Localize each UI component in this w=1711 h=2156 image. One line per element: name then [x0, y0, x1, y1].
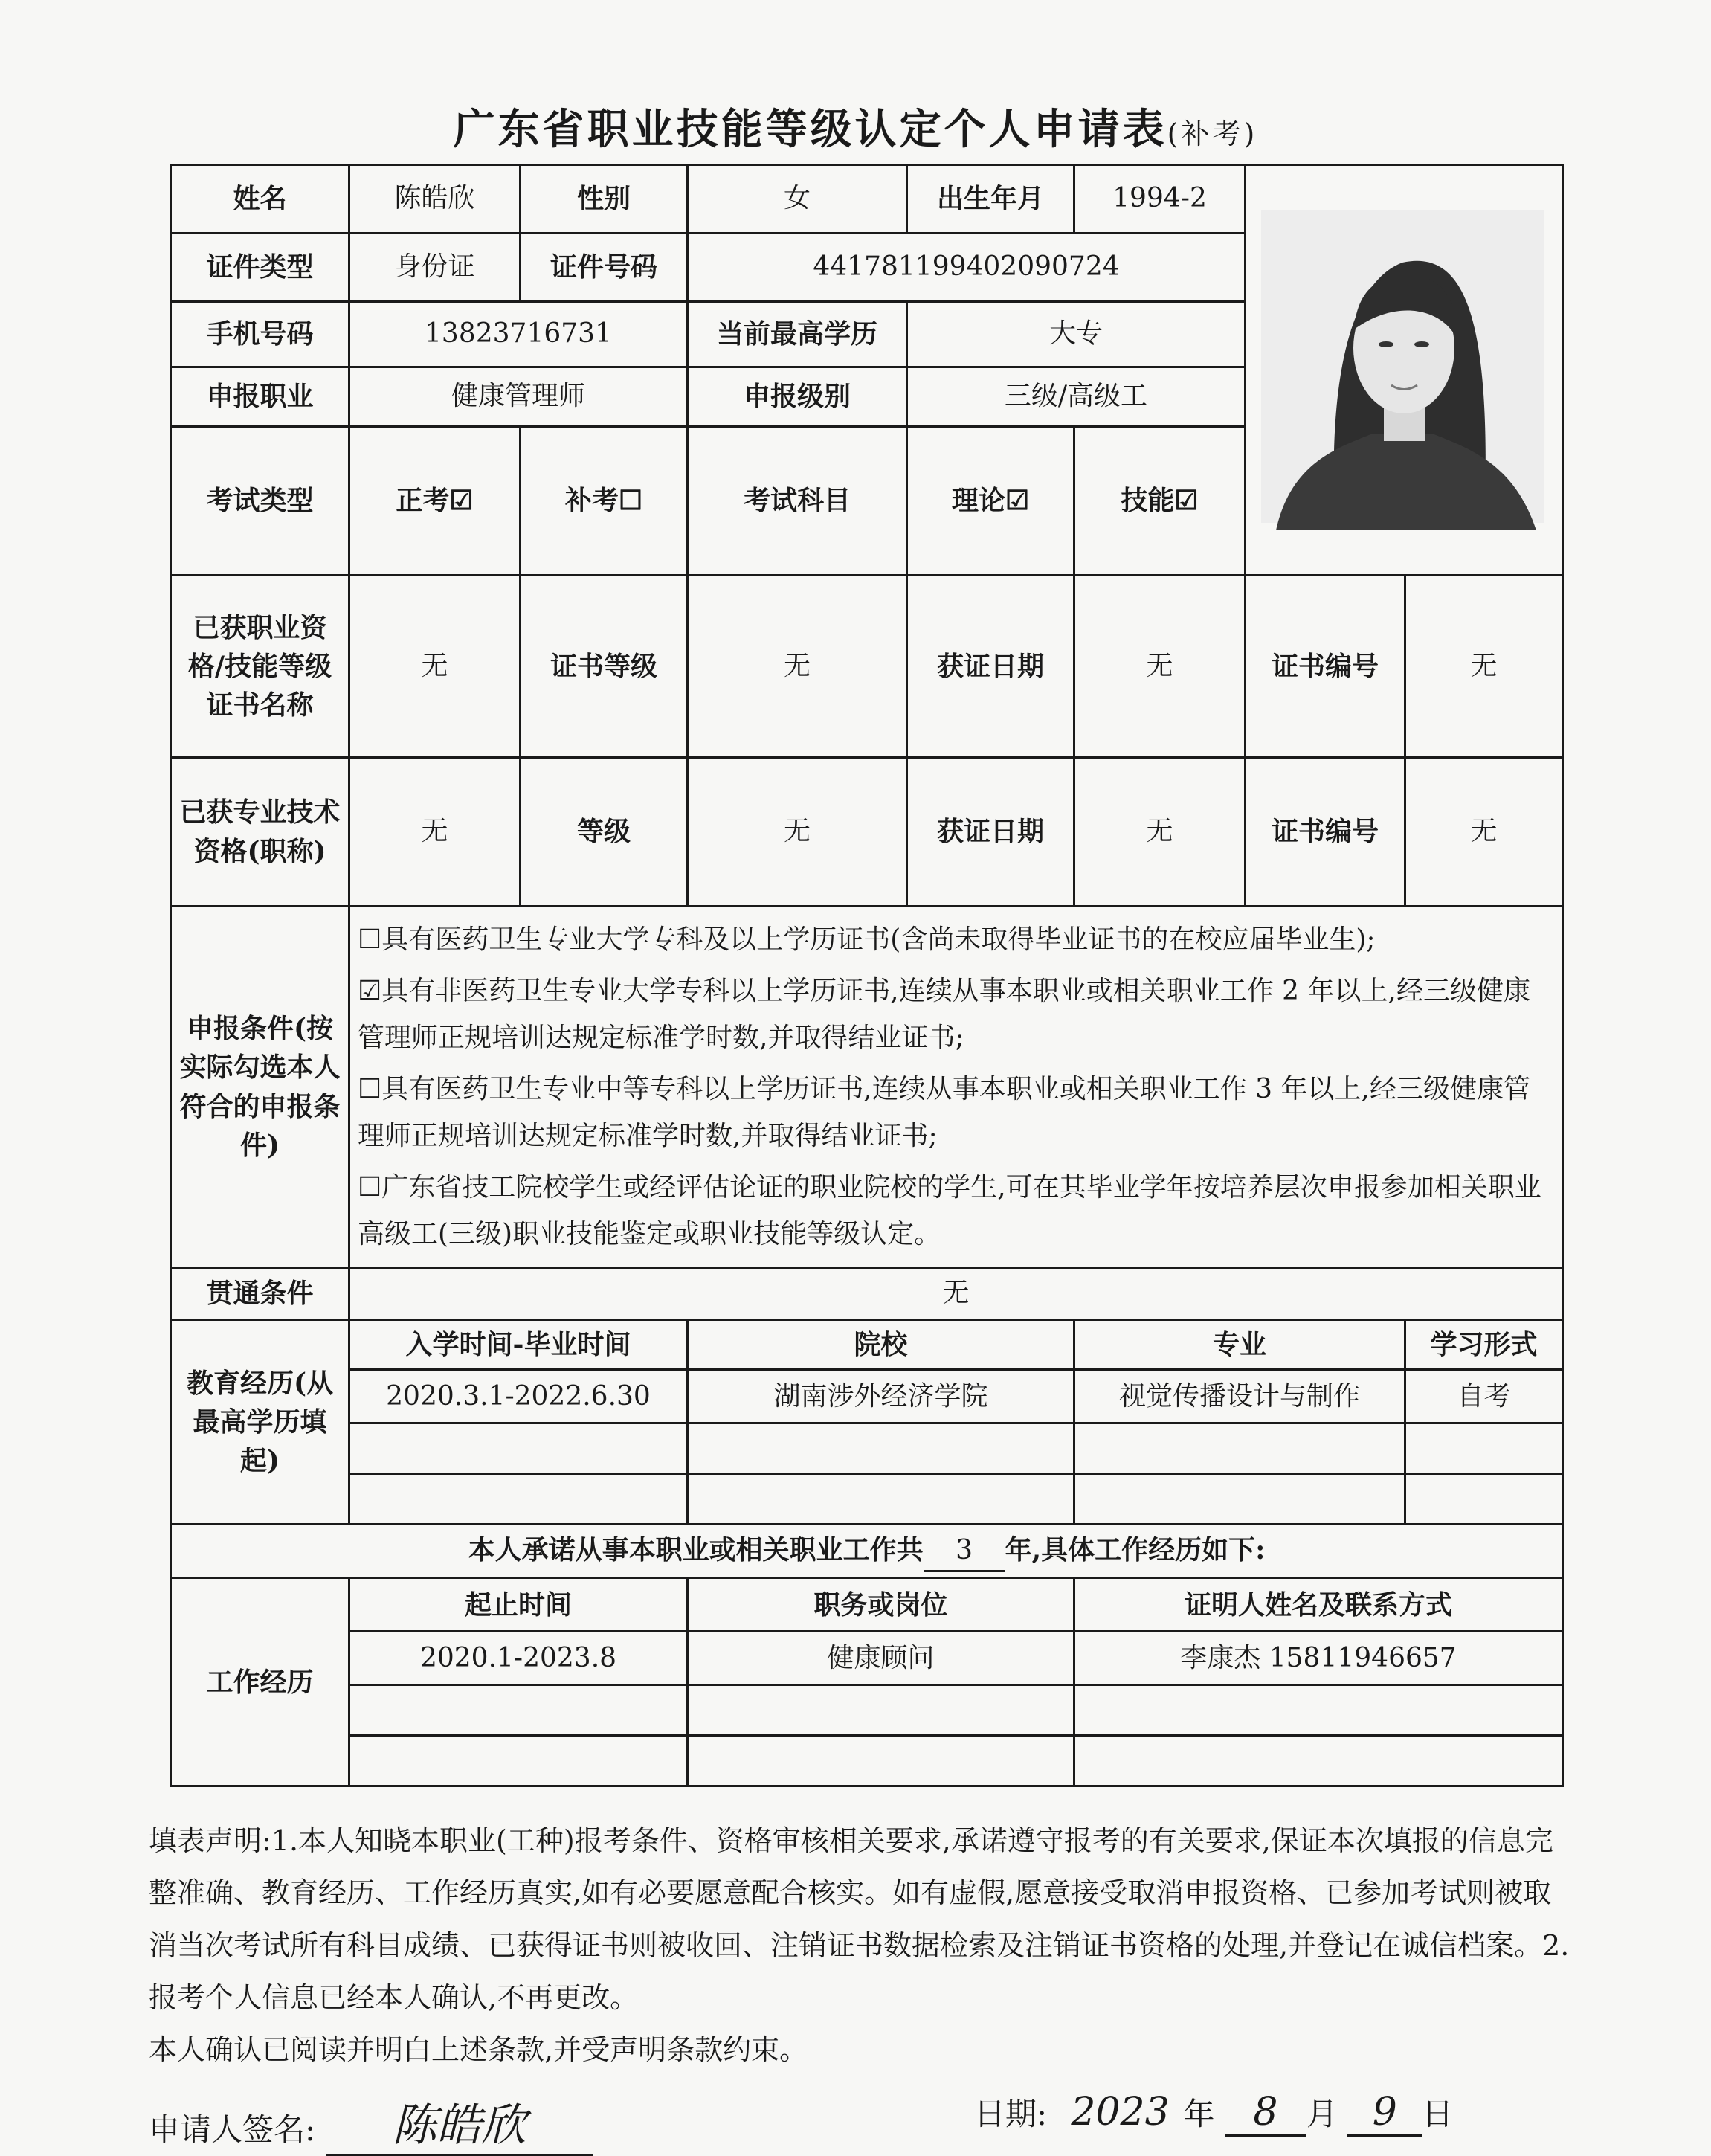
- edu-header: 院校: [688, 1320, 1074, 1370]
- date-year: 2023: [1071, 2090, 1170, 2134]
- date-year-unit: 年: [1183, 2096, 1215, 2132]
- signature-row: [149, 2090, 593, 2156]
- exam-makeup-checkbox[interactable]: 补考☐: [521, 427, 688, 576]
- value-gender: 女: [688, 165, 907, 234]
- value-education: 大专: [907, 302, 1246, 367]
- date-day: 9: [1347, 2090, 1422, 2137]
- work-row-empty: [171, 1685, 1563, 1736]
- value-id-type: 身份证: [349, 234, 521, 302]
- label-name: 姓名: [171, 165, 349, 234]
- value-tech-level: 无: [688, 758, 907, 907]
- exam-regular-checkbox[interactable]: 正考☑: [349, 427, 521, 576]
- value-occupation: 健康管理师: [349, 367, 688, 427]
- edu-cell: 自考: [1405, 1370, 1563, 1423]
- title-text: 广东省职业技能等级认定个人申请表: [453, 105, 1167, 154]
- label-through: 贯通条件: [171, 1268, 349, 1320]
- label-work-history: 工作经历: [171, 1578, 349, 1786]
- label-birth: 出生年月: [907, 165, 1074, 234]
- applicant-photo: [1246, 181, 1564, 560]
- edu-row-empty: [171, 1423, 1563, 1474]
- condition-item[interactable]: ☐具有医药卫生专业大学专科及以上学历证书(含尚未取得毕业证书的在校应届毕业生);: [358, 924, 1376, 955]
- work-header: 起止时间: [349, 1578, 688, 1632]
- date-day-unit: 日: [1422, 2096, 1454, 2132]
- page-title: [0, 97, 1711, 156]
- value-phone: 13823716731: [349, 302, 688, 367]
- conditions-list: [349, 907, 1563, 1268]
- value-tech-title: 无: [349, 758, 521, 907]
- work-cell: 健康顾问: [688, 1632, 1074, 1685]
- work-commitment: [171, 1525, 1563, 1578]
- label-tech-level: 等级: [521, 758, 688, 907]
- label-exam-subject: 考试科目: [688, 427, 907, 576]
- value-through: 无: [349, 1268, 1563, 1320]
- label-cert-date: 获证日期: [907, 576, 1074, 758]
- label-tech-no: 证书编号: [1246, 758, 1405, 907]
- edu-header: 入学时间-毕业时间: [349, 1320, 688, 1370]
- label-conditions: 申报条件(按实际勾选本人符合的申报条件): [171, 907, 349, 1268]
- work-cell: 2020.1-2023.8: [349, 1632, 688, 1685]
- value-tech-no: 无: [1405, 758, 1563, 907]
- value-id-number: 441781199402090724: [688, 234, 1246, 302]
- work-header: 证明人姓名及联系方式: [1074, 1578, 1563, 1632]
- value-cert-name: 无: [349, 576, 521, 758]
- label-cert-name: 已获职业资格/技能等级证书名称: [171, 576, 349, 758]
- application-form: [170, 164, 1564, 1787]
- declaration-confirm: 本人确认已阅读并明白上述条款,并受声明条款约束。: [149, 2033, 808, 2067]
- value-level: 三级/高级工: [907, 367, 1246, 427]
- signature-value: 陈皓欣: [326, 2090, 593, 2156]
- edu-cell: 2020.3.1-2022.6.30: [349, 1370, 688, 1423]
- edu-cell: 视觉传播设计与制作: [1074, 1370, 1405, 1423]
- work-commitment-suffix: 年,具体工作经历如下:: [1005, 1534, 1266, 1565]
- label-phone: 手机号码: [171, 302, 349, 367]
- edu-cell: 湖南涉外经济学院: [688, 1370, 1074, 1423]
- label-exam-type: 考试类型: [171, 427, 349, 576]
- work-header: 职务或岗位: [688, 1578, 1074, 1632]
- label-cert-level: 证书等级: [521, 576, 688, 758]
- edu-row: [171, 1370, 1563, 1423]
- date-label: 日期:: [974, 2096, 1048, 2132]
- label-id-type: 证件类型: [171, 234, 349, 302]
- work-row: [171, 1632, 1563, 1685]
- value-cert-no: 无: [1405, 576, 1563, 758]
- declaration: [149, 1815, 1576, 2076]
- label-occupation: 申报职业: [171, 367, 349, 427]
- label-edu-history: 教育经历(从最高学历填起): [171, 1320, 349, 1525]
- work-commitment-years: 3: [924, 1531, 1005, 1572]
- signature-label: 申请人签名:: [149, 2111, 316, 2148]
- title-suffix: (补考): [1167, 118, 1258, 150]
- exam-skill-checkbox[interactable]: 技能☑: [1074, 427, 1246, 576]
- label-tech-title: 已获专业技术资格(职称): [171, 758, 349, 907]
- exam-theory-checkbox[interactable]: 理论☑: [907, 427, 1074, 576]
- condition-item[interactable]: ☑具有非医药卫生专业大学专科以上学历证书,连续从事本职业或相关职业工作 2 年以上,经三级健康管理师正规培训达规定标准学时数,并取得结业证书;: [358, 976, 1530, 1053]
- condition-item[interactable]: ☐具有医药卫生专业中等专科以上学历证书,连续从事本职业或相关职业工作 3 年以上,经三级健康管理师正规培训达规定标准学时数,并取得结业证书;: [358, 1074, 1530, 1151]
- value-name: 陈皓欣: [349, 165, 521, 234]
- label-cert-no: 证书编号: [1246, 576, 1405, 758]
- value-birth: 1994-2: [1074, 165, 1246, 234]
- label-education: 当前最高学历: [688, 302, 907, 367]
- work-row-empty: [171, 1736, 1563, 1786]
- label-level: 申报级别: [688, 367, 907, 427]
- edu-row-empty: [171, 1474, 1563, 1525]
- condition-item[interactable]: ☐广东省技工院校学生或经评估论证的职业院校的学生,可在其毕业学年按培养层次申报参加相关职业高级工(三级)职业技能鉴定或职业技能等级认定。: [358, 1172, 1541, 1249]
- edu-header: 学习形式: [1405, 1320, 1563, 1370]
- date-row: [974, 2090, 1453, 2137]
- value-cert-date: 无: [1074, 576, 1246, 758]
- date-month: 8: [1225, 2090, 1306, 2137]
- work-cell: 李康杰 15811946657: [1074, 1632, 1563, 1685]
- label-id-number: 证件号码: [521, 234, 688, 302]
- date-month-unit: 月: [1306, 2096, 1338, 2132]
- label-tech-date: 获证日期: [907, 758, 1074, 907]
- work-commitment-prefix: 本人承诺从事本职业或相关职业工作共: [468, 1534, 924, 1565]
- declaration-text: 填表声明:1.本人知晓本职业(工种)报考条件、资格审核相关要求,承诺遵守报考的有关要求,保证本次填报的信息完整准确、教育经历、工作经历真实,如有必要愿意配合核实。如有虚假,愿意接受取消申报资格、已参加考试则被取消当次考试所有科目成绩、已获得证书则被收回、注销证书数据检索及注销证书资格的处理,并登记在诚信档案。2.报考个人信息已经本人确认,不再更改。: [149, 1824, 1570, 2014]
- edu-header: 专业: [1074, 1320, 1405, 1370]
- photo-cell: [1246, 165, 1563, 576]
- label-gender: 性别: [521, 165, 688, 234]
- value-cert-level: 无: [688, 576, 907, 758]
- value-tech-date: 无: [1074, 758, 1246, 907]
